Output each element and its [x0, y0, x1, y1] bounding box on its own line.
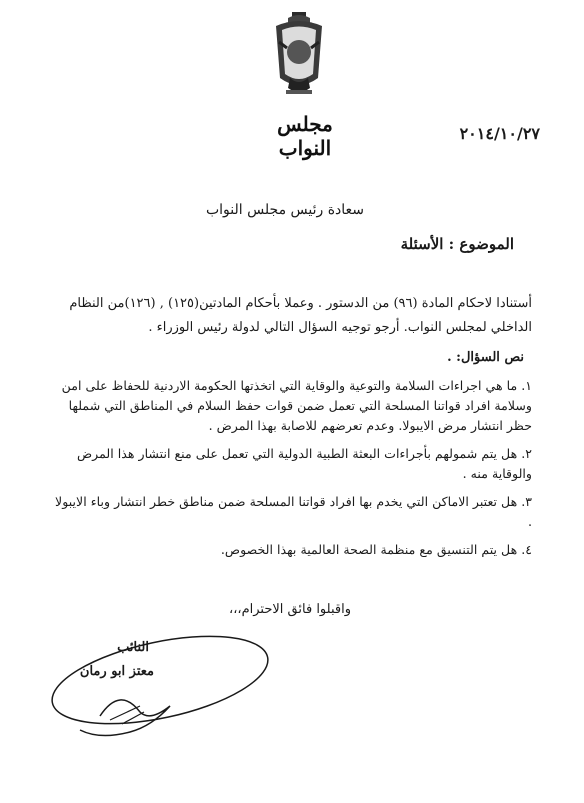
intro-paragraph: أستنادا لاحكام المادة (٩٦) من الدستور . وعملا بأحكام المادتين(١٢٥) , (١٢٦)من النظام الداخلي لمجلس النواب. أرجو توجيه السؤال التالي لدولة رئيس الوزراء .	[69, 296, 532, 335]
letter-date: ٢٠١٤/١٠/٢٧	[459, 124, 540, 143]
question-item: ٢. هل يتم شمولهم بأجراءات البعثة الطبية الدولية التي تعمل على منع انتشار هذا المرض والوقاية منه .	[76, 446, 532, 481]
question-item: ٤. هل يتم التنسيق مع منظمة الصحة العالمية بهذا الخصوص.	[220, 542, 532, 557]
questions-heading: نص السؤال: .	[447, 350, 524, 365]
question-item: ٣. هل تعتبر الاماكن التي يخدم بها افراد قواتنا المسلحة ضمن مناطق خطر انتشار وباء الايبولا .	[55, 494, 532, 529]
addressee-line: سعادة رئيس مجلس النواب	[205, 202, 365, 218]
question-item: ١. ما هي اجراءات السلامة والتوعية والوقاية التي اتخذتها الحكومة الاردنية للحفاظ على امن وسلامة افراد قواتنا المسلحة التي تعمل ضمن قوات حفظ السلام في المناطق التي شملها حظر انتشار مرض الايبولا. وعدم تعرضهم للاصابة بهذا المرض .	[61, 378, 532, 433]
questions-list	[52, 376, 532, 568]
handwritten-signature-icon	[40, 628, 280, 748]
parliament-logo-text: مجلس النواب	[277, 112, 333, 160]
royal-emblem-icon	[268, 8, 330, 100]
closing-line: واقبلوا فائق الاحترام،،،	[229, 602, 351, 617]
signature-name: معتز ابو رمان	[79, 664, 154, 679]
subject-line: الموضوع : الأسئلة	[400, 235, 514, 253]
signature-title: النائب	[117, 640, 149, 655]
